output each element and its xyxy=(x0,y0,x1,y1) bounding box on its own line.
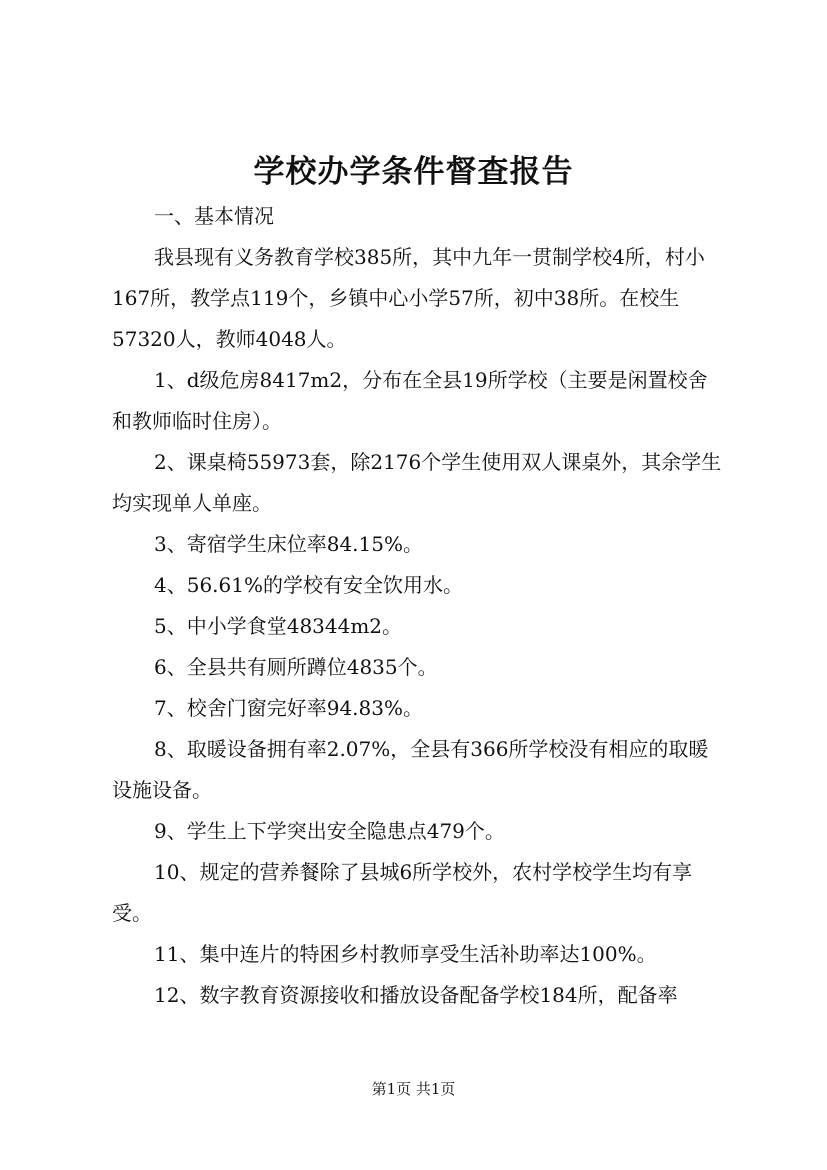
paragraph: 5、中小学食堂48344m2。 xyxy=(154,614,403,638)
paragraph: 2、课桌椅55973套，除2176个学生使用双人课桌外，其余学生均实现单人单座。 xyxy=(112,450,722,515)
paragraph: 10、规定的营养餐除了县城6所学校外，农村学校学生均有享受。 xyxy=(112,860,693,925)
paragraph: 6、全县共有厕所蹲位4835个。 xyxy=(154,655,438,679)
document-body xyxy=(112,196,724,1016)
page-footer: 第1页 共1页 xyxy=(371,1080,456,1098)
paragraph: 1、d级危房8417m2，分布在全县19所学校（主要是闲置校舍和教师临时住房）。 xyxy=(112,368,708,433)
paragraph: 7、校舍门窗完好率94.83%。 xyxy=(154,696,423,720)
paragraph: 4、56.61%的学校有安全饮用水。 xyxy=(154,573,463,597)
paragraph: 3、寄宿学生床位率84.15%。 xyxy=(154,532,423,556)
paragraph: 12、数字教育资源接收和播放设备配备学校184所，配备率 xyxy=(154,983,678,1007)
paragraph: 9、学生上下学突出安全隐患点479个。 xyxy=(154,819,505,843)
document-title: 学校办学条件督查报告 xyxy=(253,154,574,190)
paragraph: 8、取暖设备拥有率2.07%，全县有366所学校没有相应的取暖设施设备。 xyxy=(112,737,709,802)
paragraph: 我县现有义务教育学校385所，其中九年一贯制学校4所，村小167所，教学点119个，乡镇中心小学57所，初中38所。在校生57320人，教师4048人。 xyxy=(112,245,705,351)
paragraph: 11、集中连片的特困乡村教师享受生活补助率达100%。 xyxy=(154,942,657,966)
section-heading: 一、基本情况 xyxy=(154,204,274,228)
